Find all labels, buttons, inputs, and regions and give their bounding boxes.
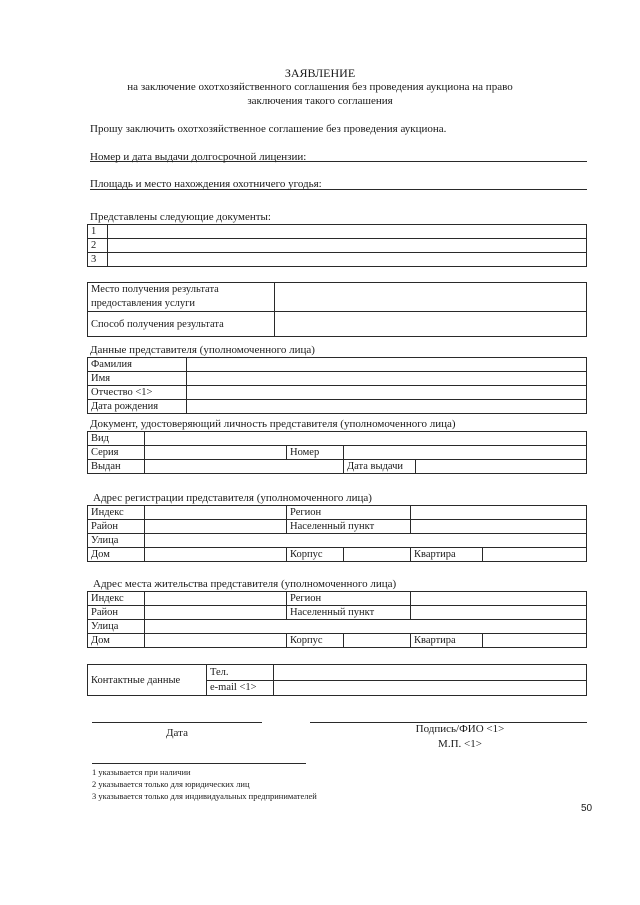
- surname-label: Фамилия: [88, 358, 187, 372]
- id-document-table: [87, 431, 587, 474]
- reg-building-field[interactable]: [344, 548, 411, 562]
- phone-field[interactable]: [274, 665, 587, 681]
- result-method-field[interactable]: [275, 312, 587, 337]
- document-row-number: 1: [88, 225, 108, 239]
- registration-address-table: [87, 505, 587, 562]
- document-row-number: 3: [88, 253, 108, 267]
- page-number: 50: [581, 803, 593, 814]
- doc-number-label: Номер: [287, 446, 344, 460]
- res-street-field[interactable]: [145, 620, 587, 634]
- registration-address-heading: Адрес регистрации представителя (уполномоченного лица): [93, 492, 372, 504]
- reg-locality-field[interactable]: [411, 520, 587, 534]
- contacts-label: Контактные данные: [88, 665, 207, 696]
- reg-apartment-field[interactable]: [483, 548, 587, 562]
- contacts-table: [87, 664, 587, 696]
- birth-date-field[interactable]: [187, 400, 587, 414]
- doc-series-label: Серия: [88, 446, 145, 460]
- result-table: [87, 282, 587, 337]
- form-title: ЗАЯВЛЕНИЕ: [284, 66, 356, 80]
- doc-issued-by-label: Выдан: [88, 460, 145, 474]
- email-label: e-mail <1>: [207, 680, 274, 696]
- reg-district-label: Район: [88, 520, 145, 534]
- res-building-field[interactable]: [344, 634, 411, 648]
- doc-type-field[interactable]: [145, 432, 587, 446]
- residence-address-heading: Адрес места жительства представителя (уполномоченного лица): [93, 578, 397, 590]
- reg-region-label: Регион: [287, 506, 411, 520]
- doc-issue-date-label: Дата выдачи: [344, 460, 416, 474]
- reg-street-label: Улица: [88, 534, 145, 548]
- document-row: [88, 253, 587, 267]
- document-row-field[interactable]: [108, 253, 587, 267]
- doc-type-label: Вид: [88, 432, 145, 446]
- reg-district-field[interactable]: [145, 520, 287, 534]
- reg-building-label: Корпус: [287, 548, 344, 562]
- representative-table: [87, 357, 587, 414]
- res-building-label: Корпус: [287, 634, 344, 648]
- doc-number-field[interactable]: [344, 446, 587, 460]
- representative-heading: Данные представителя (уполномоченного лица): [90, 344, 315, 356]
- doc-issued-by-field[interactable]: [145, 460, 344, 474]
- documents-table: [87, 224, 587, 267]
- res-apartment-field[interactable]: [483, 634, 587, 648]
- res-region-label: Регион: [287, 592, 411, 606]
- reg-street-field[interactable]: [145, 534, 587, 548]
- footnote-1: 1 указывается при наличии: [92, 767, 191, 777]
- reg-apartment-label: Квартира: [411, 548, 483, 562]
- res-index-label: Индекс: [88, 592, 145, 606]
- reg-house-label: Дом: [88, 548, 145, 562]
- res-apartment-label: Квартира: [411, 634, 483, 648]
- res-district-label: Район: [88, 606, 145, 620]
- res-house-field[interactable]: [145, 634, 287, 648]
- form-subtitle-line1: на заключение охотхозяйственного соглашения без проведения аукциона на право: [127, 81, 513, 93]
- reg-region-field[interactable]: [411, 506, 587, 520]
- area-line[interactable]: [90, 189, 587, 190]
- patronymic-field[interactable]: [187, 386, 587, 400]
- documents-heading: Представлены следующие документы:: [90, 211, 271, 223]
- result-place-label: [88, 283, 275, 312]
- signature-caption: Подпись/ФИО <1>: [415, 723, 505, 735]
- res-locality-label: Населенный пункт: [287, 606, 411, 620]
- doc-issue-date-field[interactable]: [416, 460, 587, 474]
- name-field[interactable]: [187, 372, 587, 386]
- res-locality-field[interactable]: [411, 606, 587, 620]
- id-document-heading: Документ, удостоверяющий личность представителя (уполномоченного лица): [90, 418, 456, 430]
- name-label: Имя: [88, 372, 187, 386]
- result-method-label: Способ получения результата: [88, 312, 275, 337]
- res-index-field[interactable]: [145, 592, 287, 606]
- document-row-number: 2: [88, 239, 108, 253]
- license-line[interactable]: [90, 161, 587, 162]
- res-street-label: Улица: [88, 620, 145, 634]
- footnote-separator: [92, 763, 306, 764]
- surname-field[interactable]: [187, 358, 587, 372]
- area-label: Площадь и место нахождения охотничего угодья:: [90, 178, 322, 190]
- document-row: [88, 239, 587, 253]
- residence-address-table: [87, 591, 587, 648]
- form-subtitle-line2: заключения такого соглашения: [247, 95, 393, 107]
- patronymic-label: Отчество <1>: [88, 386, 187, 400]
- date-caption: Дата: [166, 727, 188, 739]
- doc-series-field[interactable]: [145, 446, 287, 460]
- result-place-line2: предоставления услуги: [91, 298, 196, 309]
- request-text: Прошу заключить охотхозяйственное соглашение без проведения аукциона.: [90, 123, 447, 135]
- birth-date-label: Дата рождения: [88, 400, 187, 414]
- res-region-field[interactable]: [411, 592, 587, 606]
- reg-house-field[interactable]: [145, 548, 287, 562]
- stamp-caption: М.П. <1>: [438, 738, 482, 750]
- reg-index-field[interactable]: [145, 506, 287, 520]
- date-line[interactable]: [92, 722, 262, 723]
- phone-label: Тел.: [207, 665, 274, 681]
- footnote-3: 3 указывается только для индивидуальных предпринимателей: [92, 791, 317, 801]
- result-place-line1: Место получения результата: [91, 284, 219, 295]
- document-row: [88, 225, 587, 239]
- document-row-field[interactable]: [108, 225, 587, 239]
- result-place-field[interactable]: [275, 283, 587, 312]
- res-house-label: Дом: [88, 634, 145, 648]
- document-row-field[interactable]: [108, 239, 587, 253]
- reg-locality-label: Населенный пункт: [287, 520, 411, 534]
- footnote-2: 2 указывается только для юридических лиц: [92, 779, 250, 789]
- email-field[interactable]: [274, 680, 587, 696]
- reg-index-label: Индекс: [88, 506, 145, 520]
- license-label: Номер и дата выдачи долгосрочной лицензии:: [90, 151, 307, 163]
- res-district-field[interactable]: [145, 606, 287, 620]
